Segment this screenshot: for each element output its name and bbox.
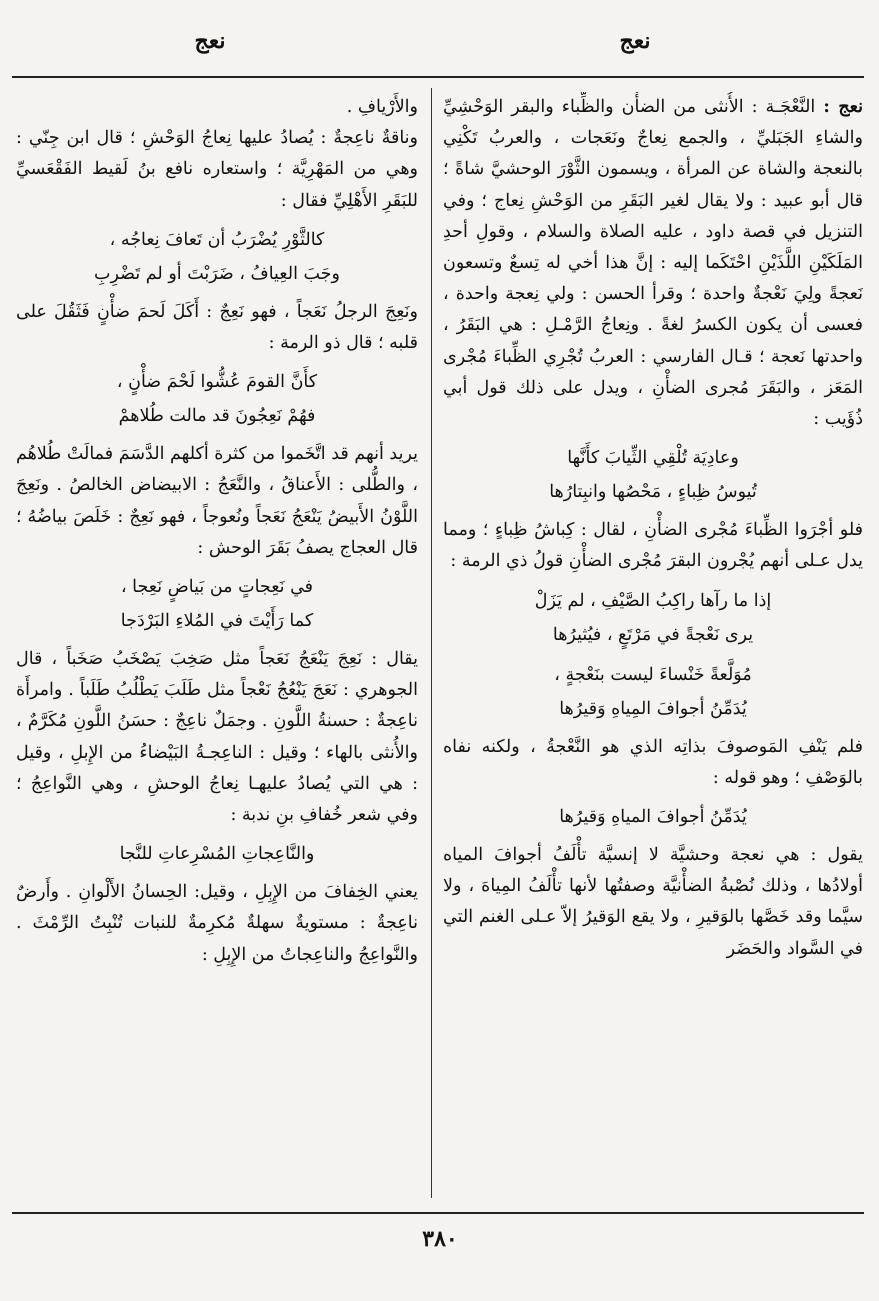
- right-column: [443, 92, 863, 1204]
- paragraph: وناقةٌ ناعِجةٌ : يُصادُ عليها نِعاجُ الوَحْشِ ؛ قال ابن جِنّي : وهي من المَهْرِيَّة ؛ واستعاره نافع بنُ لَقيط الفَقْعَسيِّ للبَقَرِ الأَهْلِيِّ فقال :: [16, 128, 418, 211]
- verse: [443, 441, 863, 509]
- footer-rule: [12, 1212, 864, 1214]
- paragraph: يقول : هي نعجة وحشيَّة لا إنسيَّة تأْلَفُ أجوافَ المياه أولادُها ، وذلك نُصْبةُ الضأْنيَّة وصفتُها لأنها تأْلَفُ المِياهَ ، ولا سيَّما وقد خَصَّها بالوَقيرِ ، ولا يقع الوَقيرُ إلاّ عـلى الغنم التي في السَّواد والحَضَر: [443, 845, 863, 959]
- verse-line: يُدَمِّنُ أجوافَ المياهِ وَقيرُها: [559, 807, 747, 828]
- entry-paragraph: نعج : النَّعْجَـة : الأُنثى من الضأْن والظِّباء والبقر الوَحْشِيِّ والشاءِ الجَبَليِّ ، والجمع نِعاجٌ ونَعَجات ، والعربُ تَكْنِي بالنعجة والشاة عن المرأة ، ويسمون الثَّوْرَ الوحشيَّ شاةً ؛ قال أبو عبيد : ولا يقال لغير البَقَرِ من الوَحْشِ نِعاج ؛ وفي التنزيل في قصة داود ، عليه الصلاة والسلام ، وقولِ أحدِ المَلَكَيْنِ اللَّذَيْنِ احْتَكَما إليه : إنَّ هذا أخي له تِسعٌ وتسعون نَعجةً ولِيَ نَعْجةٌ واحدة ؛ وقرأ الحسن : ولي نِعجة واحدة ، فعسى أن يكون الكسرُ لغةً . ونِعاجُ الرَّمْـلِ : هي البَقَرُ ، واحدتها نَعجة ؛ قـال الفارسي : العربُ تُجْرِي الظِّباءَ مُجْرى المَعَز ، والبَقَرَ مُجرى الضأْنِ ، ويدل على ذلك قول أبي ذُؤَيب :: [443, 97, 863, 430]
- page-number: ٣٨٠: [422, 1226, 458, 1252]
- verse-line: مُوَلَّعةً خَنْساءَ ليست بنَعْجةٍ ،: [554, 664, 752, 685]
- paragraph: ونَعِجَ الرجلُ نَعَجاً ، فهو نَعِجٌ : أَكَلَ لَحمَ ضأْنٍ فَثَقُلَ على قلبه ؛ قال ذو الرمة :: [16, 301, 418, 354]
- verse: [16, 837, 418, 871]
- header-rule: [12, 76, 864, 78]
- paragraph: يقال : نَعِجَ يَنْعَجُ نَعَجاً مثل صَخِبَ يَصْخَبُ صَخَباً ، قال الجوهري : نَعَجَ يَنْعُجُ نَعْجاً مثل طَلَبَ يَطْلُبُ طَلَباً . وامرأَة ناعِجةٌ : حسنةُ اللَّونِ . وجمَلٌ ناعِجٌ : حسَنُ اللَّونِ مُكَرَّمٌ ، والأُنثى بالهاء ؛ وقيل : الناعِجـةُ البَيْضاءُ من الإِبلِ ، وقيل : هي التي يُصادُ عليهـا نِعاجُ الوحشِ ، وهي النَّواعِجُ ؛ وفي شعر خُفافِ بنِ ندبة :: [16, 649, 418, 826]
- entry-headword: نعج :: [823, 97, 863, 117]
- verse-line: كأَنَّ القومَ عُشُّوا لَحْمَ ضأْنٍ ،: [116, 372, 318, 393]
- verse: [16, 223, 418, 291]
- verse-line: والنَّاعِجاتِ المُسْرِعاتِ للنَّجا: [119, 844, 315, 865]
- paragraph: والأَرْيافِ .: [346, 97, 418, 117]
- paragraph: فلو أجْرَوا الظِّباءَ مُجْرى الضأْنِ ، لقال : كِباشُ ظِباءٍ ؛ ومما يدل عـلى أنهم يُجْرون البقرَ مُجْرى الضأْنِ قولُ ذي الرمة :: [443, 520, 863, 572]
- verse-line: كالثَّوْرِ يُضْرَبُ أن تَعافَ نِعاجُه ،: [109, 229, 325, 250]
- verse-line: كما رَأَيْتَ في المُلاءِ البَرْدَجا: [120, 611, 314, 632]
- verse: [443, 658, 863, 726]
- column-divider: [431, 88, 432, 1198]
- header-right-word: نعج: [619, 28, 651, 54]
- paragraph: يعني الخِفافَ من الإِبِلِ ، وقيل: الحِسانُ الأَلْوانِ . وأَرضٌ ناعِجةٌ : مستويةٌ سهلةٌ مُكرِمةٌ للنبات تُنْبِتُ الرِّمْثَ . والنَّواعِجُ والناعِجاتُ من الإِبِلِ :: [16, 882, 418, 965]
- verse-line: تُيوسُ ظِباءٍ ، مَحْصُها وانبِتارُها: [549, 482, 757, 503]
- verse: [443, 584, 863, 652]
- header-left-word: نعج: [194, 28, 226, 54]
- verse: [443, 800, 863, 834]
- paragraph: فلم يَنْفِ المَوصوفَ بذاتِه الذي هو النَّعْجةُ ، ولكنه نفاه بالوَصْفِ ؛ وهو قوله :: [443, 736, 863, 788]
- verse-line: إذا ما رآها راكِبُ الصَّيْفِ ، لم يَزَلْ: [534, 590, 772, 611]
- paragraph: يريد أنهم قد اتَّخَموا من كثرة أكلهم الدَّسَمَ فمالَتْ طُلاهُم ، والطُّلى : الأَعناقُ ، والنَّعَجُ : الابيضاض الخالصُ . ونَعِجَ اللَّوْنُ الأَبيضُ يَنْعَجُ نَعَجاً ونُعوجاً ، فهو نَعِجٌ : خَلَصَ بياضُهُ ؛ قال العجاج يصفُ بَقَرَ الوحش :: [16, 444, 418, 558]
- left-column: [16, 92, 418, 1204]
- verse: [16, 365, 418, 433]
- verse-line: يُدَمِّنُ أجوافَ المِياهِ وَقيرُها: [559, 698, 747, 719]
- verse-line: وجَبَ العِيافُ ، ضَرَبْتَ أو لم تَضْرِبِ: [94, 263, 340, 284]
- verse-line: فهُمْ نَعِجُونَ قد مالت طُلاهمْ: [118, 406, 316, 427]
- verse-line: وعادِيَة تُلْقِي الثِّيابَ كأَنَّها: [567, 448, 739, 469]
- verse-line: في نَعِجاتٍ من بَياضٍ نَعِجا ،: [120, 577, 314, 598]
- verse: [16, 570, 418, 638]
- verse-line: يرى نَعْجةً في مَرْتَعٍ ، فيُثيرُها: [552, 624, 754, 645]
